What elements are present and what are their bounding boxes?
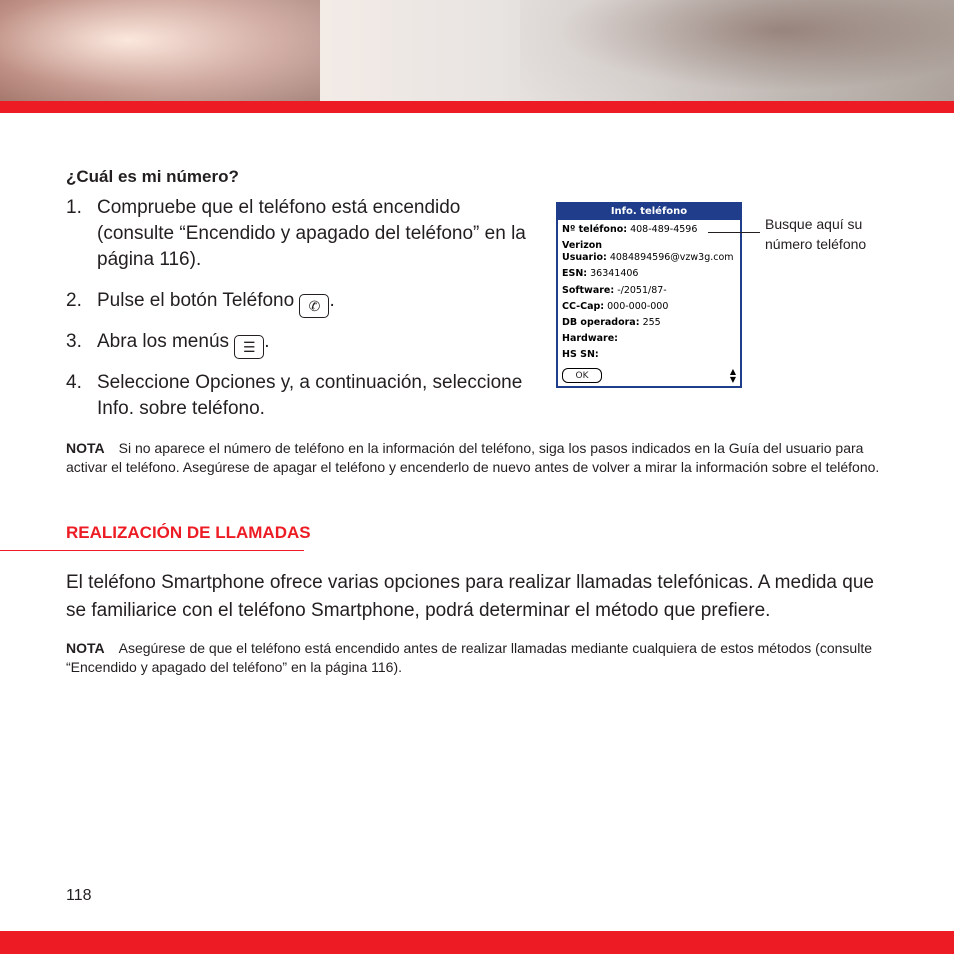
photo-foliage-area bbox=[520, 0, 954, 101]
note-label: NOTA bbox=[66, 440, 105, 456]
screen-ok-button: OK bbox=[562, 368, 602, 383]
screen-title: Info. teléfono bbox=[558, 204, 740, 220]
screen-row: Usuario: 4084894596@vzw3g.com bbox=[562, 252, 734, 263]
menu-icon: ☰ bbox=[234, 335, 264, 359]
step-text: Compruebe que el teléfono está encendido (consulte “Encendido y apagado del teléfono” en la página 116). bbox=[97, 197, 526, 270]
header-red-band bbox=[0, 101, 954, 113]
footer-red-band bbox=[0, 931, 954, 954]
step-text: Seleccione Opciones y, a continuación, seleccione Info. sobre teléfono. bbox=[97, 372, 523, 419]
screen-row: Software: -/2051/87- bbox=[562, 285, 667, 296]
step-suffix: . bbox=[329, 290, 335, 311]
step-suffix: . bbox=[264, 331, 270, 352]
note-text: Si no aparece el número de teléfono en la información del teléfono, siga los pasos indicados en la Guía del usuario para activar el teléfono. Asegúrese de apagar el teléfono y encenderlo de nuevo antes de volver a mirar la información sobre el teléfono. bbox=[66, 440, 880, 475]
step-number: 1. bbox=[66, 197, 82, 218]
callout-text: Busque aquí su número teléfono bbox=[765, 216, 867, 252]
device-screen bbox=[556, 202, 742, 388]
heading-question: ¿Cuál es mi número? bbox=[66, 167, 239, 186]
screen-row: Nº teléfono: 408-489-4596 bbox=[562, 224, 698, 235]
callout-line bbox=[708, 232, 760, 233]
screen-row: ESN: 36341406 bbox=[562, 268, 639, 279]
note-text: Asegúrese de que el teléfono está encendido antes de realizar llamadas mediante cualquiera de estos métodos (consulte “Encendido y apagado del teléfono” en la página 116). bbox=[66, 640, 872, 675]
section-title: REALIZACIÓN DE LLAMADAS bbox=[66, 523, 311, 542]
note-1 bbox=[66, 439, 888, 477]
step-number: 4. bbox=[66, 372, 82, 393]
header-photo bbox=[0, 0, 954, 101]
step-number: 2. bbox=[66, 290, 82, 311]
step-number: 3. bbox=[66, 331, 82, 352]
screen-row: Hardware: bbox=[562, 333, 618, 344]
section-rule bbox=[0, 550, 304, 551]
screen-row: CC-Cap: 000-000-000 bbox=[562, 301, 669, 312]
screen-row: Verizon bbox=[562, 240, 603, 251]
photo-person-area bbox=[0, 0, 320, 101]
scroll-arrows-icon: ▲ ▼ bbox=[729, 367, 736, 384]
step-text: Abra los menús bbox=[97, 331, 230, 352]
step-text: Pulse el botón Teléfono bbox=[97, 290, 295, 311]
screen-row: DB operadora: 255 bbox=[562, 317, 661, 328]
screen-row: HS SN: bbox=[562, 349, 599, 360]
note-2 bbox=[66, 639, 888, 677]
page-number: 118 bbox=[66, 887, 92, 904]
note-label: NOTA bbox=[66, 640, 105, 656]
body-paragraph: El teléfono Smartphone ofrece varias opciones para realizar llamadas telefónicas. A medida que se familiarice con el teléfono Smartphone, podrá determinar el método que prefiere. bbox=[66, 572, 874, 621]
phone-icon: ✆ bbox=[299, 294, 329, 318]
